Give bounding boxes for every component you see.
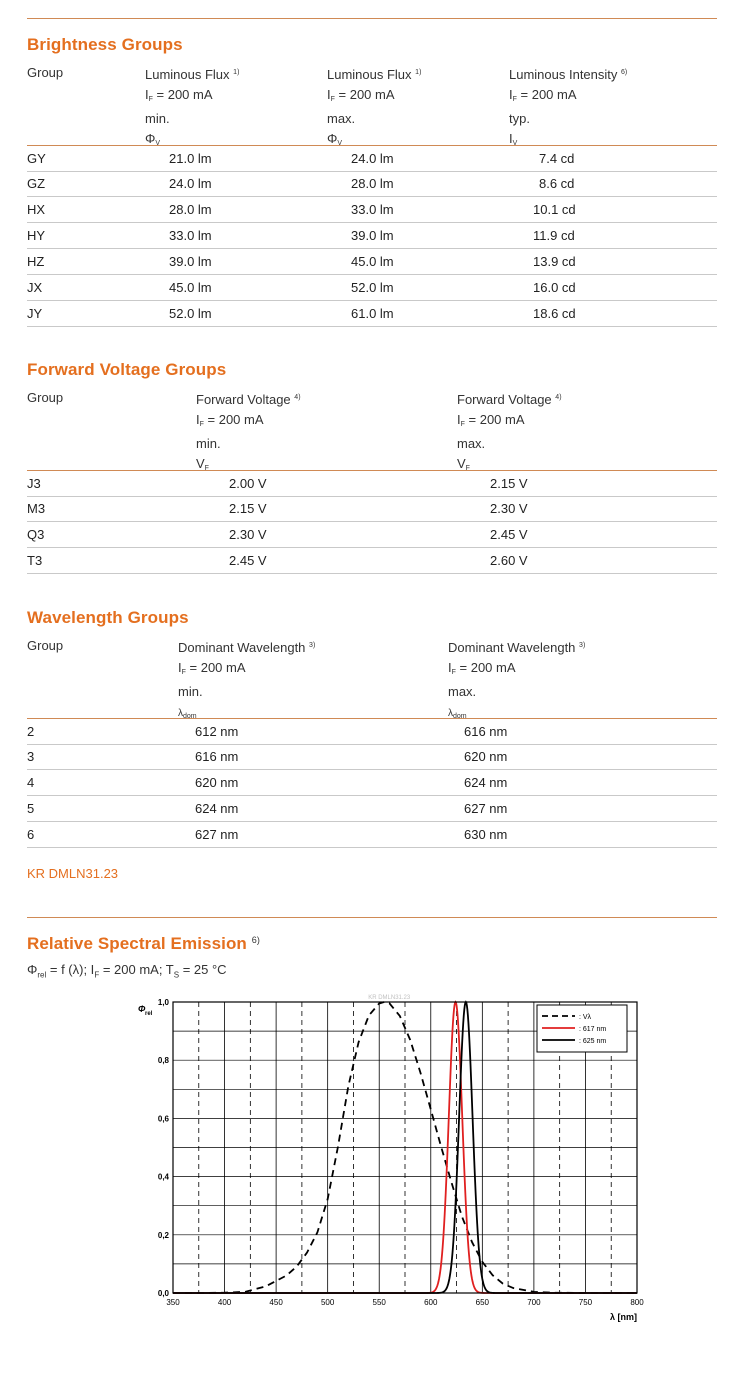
cell-group: HX (27, 202, 46, 217)
part-number-note: KR DMLN31.23 (27, 866, 119, 881)
header-cond: I (196, 411, 200, 427)
cell-flux-max: 33.0 lm (351, 202, 394, 217)
chart-legend (537, 1005, 627, 1052)
header-cond: I (457, 411, 461, 427)
cell-group: HZ (27, 254, 45, 269)
header-footnote: 6) (621, 69, 628, 76)
cell-flux-min: 21.0 lm (169, 151, 212, 166)
cell-voltage-max: 2.60 V (490, 553, 528, 568)
header-footnote: 1) (233, 69, 240, 76)
cond-phi-sub: rel (37, 970, 47, 980)
cell-group: 6 (27, 827, 35, 842)
cell-flux-max: 52.0 lm (351, 280, 394, 295)
cell-flux-min: 52.0 lm (169, 306, 212, 321)
cell-flux-max: 45.0 lm (351, 254, 394, 269)
y-tick-label: 1,0 (157, 998, 169, 1007)
cell-intensity: 13.9 cd (533, 254, 576, 269)
spectral-title-footnote: 6) (251, 935, 260, 945)
y-tick-label: 0,6 (157, 1114, 169, 1124)
spectral-title-text: Relative Spectral Emission (27, 934, 247, 953)
table-row (27, 796, 717, 822)
cell-wavelength-min: 612 nm (195, 724, 239, 739)
brightness-title: Brightness Groups (27, 35, 183, 54)
y-axis-label-sub: rel (145, 1011, 153, 1017)
cell-group: JY (27, 306, 43, 321)
cell-flux-max: 61.0 lm (351, 306, 394, 321)
header-symbol-sub: V (155, 139, 161, 147)
cell-wavelength-min: 627 nm (195, 827, 239, 842)
x-axis-label: λ [nm] (610, 1312, 637, 1322)
y-axis-label: Φ (138, 1004, 146, 1014)
cell-group: JX (27, 280, 43, 295)
cell-flux-min: 45.0 lm (169, 280, 212, 295)
header-symbol-sub: F (465, 464, 470, 472)
y-tick-label: 0,0 (157, 1289, 169, 1298)
x-tick-label: 550 (372, 1298, 386, 1307)
cell-intensity: 8.6 cd (539, 176, 575, 191)
cell-flux-max: 28.0 lm (351, 176, 394, 191)
header-cond-val: = 200 mA (152, 86, 213, 102)
cell-wavelength-min: 620 nm (195, 775, 239, 790)
cond-if-sub: F (94, 970, 100, 980)
brightness-header-intensity (509, 63, 627, 153)
header-name: Dominant Wavelength (178, 640, 306, 655)
voltage-header-max (457, 388, 562, 478)
header-symbol: V (196, 455, 205, 471)
wavelength-header-min (178, 636, 315, 726)
section-rule-spectral (27, 917, 717, 918)
cell-wavelength-max: 616 nm (464, 724, 508, 739)
y-tick-label: 0,8 (157, 1056, 169, 1066)
cell-group: Q3 (27, 527, 45, 542)
cell-wavelength-min: 624 nm (195, 801, 239, 816)
cell-intensity: 18.6 cd (533, 306, 576, 321)
header-name: Dominant Wavelength (448, 640, 576, 655)
cell-voltage-min: 2.00 V (229, 476, 267, 491)
cell-intensity: 7.4 cd (539, 151, 575, 166)
cell-intensity: 10.1 cd (533, 202, 576, 217)
cell-wavelength-max: 627 nm (464, 801, 508, 816)
header-cond-val: = 200 mA (464, 411, 525, 427)
cell-flux-min: 39.0 lm (169, 254, 212, 269)
cell-wavelength-min: 616 nm (195, 749, 239, 764)
header-cond-sub: F (148, 95, 153, 103)
cell-intensity: 16.0 cd (533, 280, 576, 295)
cell-flux-max: 39.0 lm (351, 228, 394, 243)
cell-voltage-min: 2.30 V (229, 527, 267, 542)
table-row (27, 548, 717, 574)
header-stat: min. (196, 436, 221, 451)
cell-flux-min: 33.0 lm (169, 228, 212, 243)
table-row (27, 145, 717, 172)
header-symbol: V (457, 455, 466, 471)
table-row (27, 496, 717, 522)
x-tick-label: 750 (578, 1298, 593, 1307)
spectral-chart (0, 990, 750, 1364)
chart-watermark: KR DMLN31.23 (368, 995, 411, 1001)
header-symbol-sub: V (512, 139, 518, 147)
header-symbol-sub: F (204, 464, 209, 472)
brightness-header-flux-max (327, 63, 421, 153)
legend-label: : 625 nm (579, 1038, 607, 1045)
header-stat: max. (457, 436, 486, 451)
header-name: Luminous Flux (145, 67, 230, 82)
table-row (27, 822, 717, 848)
cell-group: 2 (27, 724, 35, 739)
cell-wavelength-max: 620 nm (464, 749, 508, 764)
header-symbol: Φ (145, 130, 156, 146)
header-stat: max. (448, 684, 477, 699)
header-cond-sub: F (181, 668, 186, 676)
header-cond-sub: F (460, 420, 465, 428)
header-cond-val: = 200 mA (334, 86, 395, 102)
cell-group: GZ (27, 176, 46, 191)
table-row (27, 301, 717, 327)
voltage-header-group: Group (27, 390, 64, 405)
cell-voltage-min: 2.15 V (229, 501, 267, 516)
cond-current: = 200 mA; T (99, 962, 174, 977)
voltage-header-min (196, 388, 301, 478)
table-row (27, 171, 717, 197)
header-stat: typ. (509, 111, 530, 126)
cell-group: 4 (27, 775, 35, 790)
table-row (27, 249, 717, 275)
header-name: Luminous Flux (327, 67, 412, 82)
table-row (27, 223, 717, 249)
header-cond-sub: F (199, 420, 204, 428)
table-row (27, 522, 717, 548)
cell-group: 5 (27, 801, 35, 816)
spectral-title (27, 934, 260, 954)
header-name: Forward Voltage (457, 392, 552, 407)
x-tick-label: 700 (527, 1298, 541, 1307)
cond-temp: = 25 °C (179, 962, 227, 977)
cond-ts-sub: S (173, 970, 180, 980)
cell-flux-max: 24.0 lm (351, 151, 394, 166)
table-row (27, 744, 717, 770)
header-name: Forward Voltage (196, 392, 291, 407)
header-cond-sub: F (451, 668, 456, 676)
header-footnote: 3) (309, 642, 316, 649)
x-tick-label: 600 (424, 1298, 438, 1307)
cell-voltage-max: 2.15 V (490, 476, 528, 491)
cell-group: 3 (27, 749, 35, 764)
header-cond-val: = 200 mA (455, 659, 516, 675)
header-footnote: 1) (415, 69, 422, 76)
cond-phi: Φ (27, 962, 38, 977)
cell-voltage-min: 2.45 V (229, 553, 267, 568)
header-cond: I (327, 86, 331, 102)
table-row (27, 770, 717, 796)
y-tick-label: 0,4 (157, 1172, 169, 1182)
section-rule-top (27, 18, 717, 19)
cell-wavelength-max: 624 nm (464, 775, 508, 790)
x-tick-label: 650 (475, 1298, 490, 1307)
legend-label: : 617 nm (579, 1026, 607, 1033)
cell-flux-min: 24.0 lm (169, 176, 212, 191)
wavelength-header-max (448, 636, 585, 726)
y-tick-label: 0,2 (157, 1230, 169, 1240)
cell-group: J3 (27, 476, 41, 491)
header-symbol: λ (178, 707, 183, 719)
header-stat: min. (145, 111, 170, 126)
header-cond: I (145, 86, 149, 102)
cell-group: M3 (27, 501, 46, 516)
header-cond-val: = 200 mA (185, 659, 246, 675)
header-symbol-sub: dom (183, 712, 197, 720)
cell-voltage-max: 2.30 V (490, 501, 528, 516)
cell-intensity: 11.9 cd (533, 228, 575, 243)
wavelength-header-group: Group (27, 638, 64, 653)
cond-func: = f (λ); I (46, 962, 95, 977)
cell-flux-min: 28.0 lm (169, 202, 212, 217)
header-symbol: λ (448, 707, 453, 719)
x-tick-label: 450 (269, 1298, 283, 1307)
header-cond: I (448, 659, 452, 675)
header-stat: min. (178, 684, 203, 699)
header-cond: I (178, 659, 182, 675)
x-tick-label: 400 (217, 1298, 232, 1307)
header-footnote: 4) (294, 394, 301, 401)
cell-wavelength-max: 630 nm (464, 827, 508, 842)
header-symbol-sub: dom (453, 712, 467, 720)
x-tick-label: 500 (320, 1298, 335, 1307)
header-cond-sub: F (512, 95, 517, 103)
header-footnote: 3) (579, 642, 586, 649)
header-cond-sub: F (330, 95, 335, 103)
header-footnote: 4) (555, 394, 562, 401)
brightness-header-group: Group (27, 65, 64, 80)
header-symbol: I (509, 130, 513, 146)
table-row (27, 275, 717, 301)
header-symbol-sub: V (337, 139, 343, 147)
cell-voltage-max: 2.45 V (490, 527, 528, 542)
x-tick-label: 350 (166, 1298, 180, 1307)
wavelength-title: Wavelength Groups (27, 608, 189, 627)
table-row (27, 718, 717, 745)
cell-group: GY (27, 151, 46, 166)
header-symbol: Φ (327, 130, 338, 146)
cell-group: T3 (27, 553, 43, 568)
table-row (27, 197, 717, 223)
legend-label: : Vλ (579, 1014, 592, 1021)
x-tick-label: 800 (630, 1298, 644, 1307)
spectral-conditions (27, 962, 227, 980)
table-row (27, 470, 717, 497)
header-name: Luminous Intensity (509, 67, 618, 82)
header-stat: max. (327, 111, 356, 126)
voltage-title: Forward Voltage Groups (27, 360, 227, 379)
brightness-header-flux-min (145, 63, 239, 153)
header-cond: I (509, 86, 513, 102)
header-cond-val: = 200 mA (203, 411, 264, 427)
header-cond-val: = 200 mA (516, 86, 577, 102)
cell-group: HY (27, 228, 46, 243)
